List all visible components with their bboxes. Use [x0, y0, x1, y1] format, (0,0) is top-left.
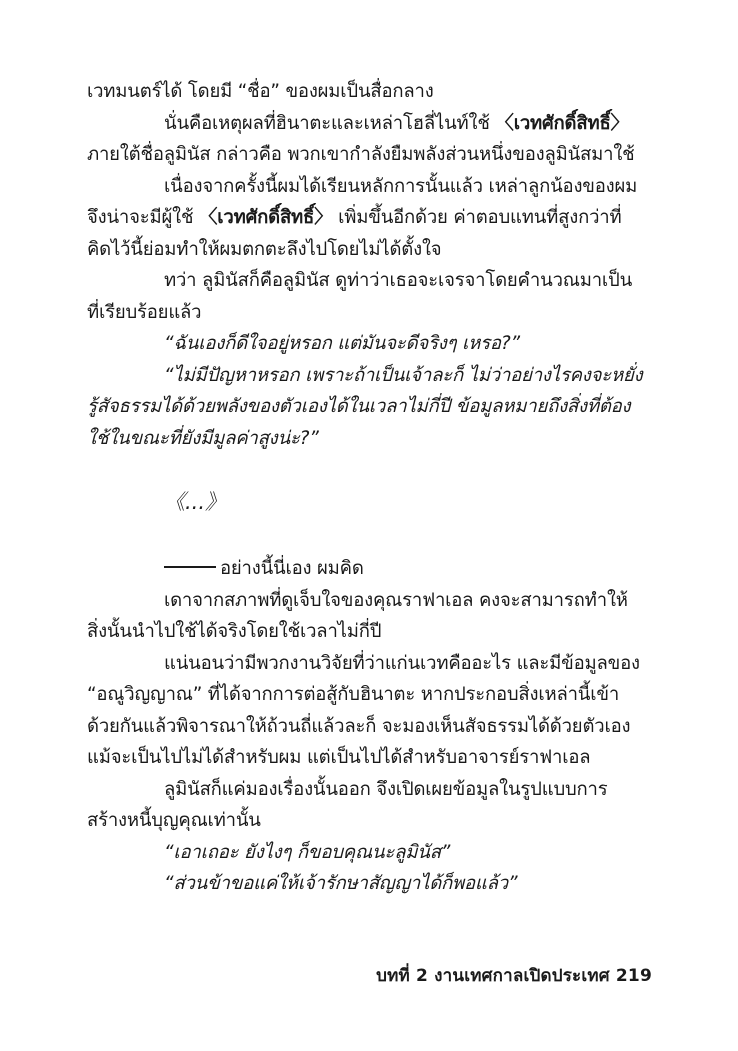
- dialogue-line: ใช้ในขณะที่ยังมีมูลค่าสูงน่ะ?”: [87, 427, 319, 449]
- text-line: เนื่องจากครั้งนี้ผมได้เรียนหลักการนั้นแล้ว เหล่าลูกน้องของผม: [164, 175, 638, 197]
- text-line: สร้างหนี้บุญคุณเท่านั้น: [87, 810, 261, 831]
- text-line: ด้วยกันแล้วพิจารณาให้ถ้วนถี่แล้วละก็ จะมองเห็นสัจธรรมได้ด้วยตัวเอง: [87, 715, 631, 737]
- text-line: สิ่งนั้นนำไปใช้ได้จริงโดยใช้เวลาไม่กี่ปี: [87, 621, 382, 642]
- dash-rule: [164, 566, 216, 568]
- text-line: คิดไว้นี้ย่อมทำให้ผมตกตะลึงไปโดยไม่ได้ตั้งใจ: [87, 238, 442, 260]
- text-line: เวทมนตร์ได้ โดยมี “ชื่อ” ของผมเป็นสื่อกลาง: [87, 81, 434, 102]
- dialogue-line: “ไม่มีปัญหาหรอก เพราะถ้าเป็นเจ้าละก็ ไม่ว่าอย่างไรคงจะหยั่ง: [164, 364, 643, 386]
- page-footer: บทที่ 2 งานเทศกาลเปิดประเทศ 219: [376, 966, 652, 986]
- text-line: อย่างนี้นี่เอง ผมคิด: [87, 553, 652, 585]
- dialogue-line: “ฉันเองก็ดีใจอยู่หรอก แต่มันจะดีจริงๆ เหรอ?”: [164, 333, 520, 354]
- text-line: ที่เรียบร้อยแล้ว: [87, 301, 202, 323]
- text-line: ลูมินัสก็แค่มองเรื่องนั้นออก จึงเปิดเผยข้อมูลในรูปแบบการ: [164, 778, 608, 800]
- dialogue-line: “ส่วนข้าขอแค่ให้เจ้ารักษาสัญญาได้ก็พอแล้ว”: [164, 873, 518, 894]
- book-page: [87, 76, 652, 900]
- term-holy-magic: 〈เวทศักดิ์สิทธิ์〉: [199, 207, 333, 228]
- text-line: ภายใต้ชื่อลูมินัส กล่าวคือ พวกเขากำลังยืมพลังส่วนหนึ่งของลูมินัสมาใช้: [87, 144, 635, 165]
- text-line: นั่นคือเหตุผลที่ฮินาตะและเหล่าโฮลี่ไนท์ใช้ 〈เวทศักดิ์สิทธิ์〉: [164, 112, 629, 134]
- text-line: แน่นอนว่ามีพวกงานวิจัยที่ว่าแก่นเวทคืออะไร และมีข้อมูลของ: [164, 652, 640, 674]
- text-line: แม้จะเป็นไปไม่ได้สำหรับผม แต่เป็นไปได้สำหรับอาจารย์ราฟาเอล: [87, 747, 591, 768]
- text-line: เดาจากสภาพที่ดูเจ็บใจของคุณราฟาเอล คงจะสามารถทำให้: [164, 589, 628, 611]
- text-line: ทว่า ลูมินัสก็คือลูมินัส ดูท่าว่าเธอจะเจรจาโดยคำนวณมาเป็น: [164, 270, 633, 291]
- dialogue-line: “เอาเถอะ ยังไงๆ ก็ขอบคุณนะลูมินัส”: [164, 841, 451, 863]
- term-holy-magic: 〈เวทศักดิ์สิทธิ์〉: [495, 112, 629, 134]
- dialogue-line: รู้สัจธรรมได้ด้วยพลังของตัวเองได้ในเวลาไม่กี่ปี ข้อมูลหมายถึงสิ่งที่ต้อง: [87, 396, 631, 417]
- text-line: จึงน่าจะมีผู้ใช้ 〈เวทศักดิ์สิทธิ์〉 เพิ่มขึ้นอีกด้วย ค่าตอบแทนที่สูงกว่าที่: [87, 207, 622, 228]
- text-line: “อณูวิญญาณ” ที่ได้จากการต่อสู้กับฮินาตะ หากประกอบสิ่งเหล่านี้เข้า: [87, 684, 620, 705]
- ellipsis-separator: 《...》: [164, 490, 227, 514]
